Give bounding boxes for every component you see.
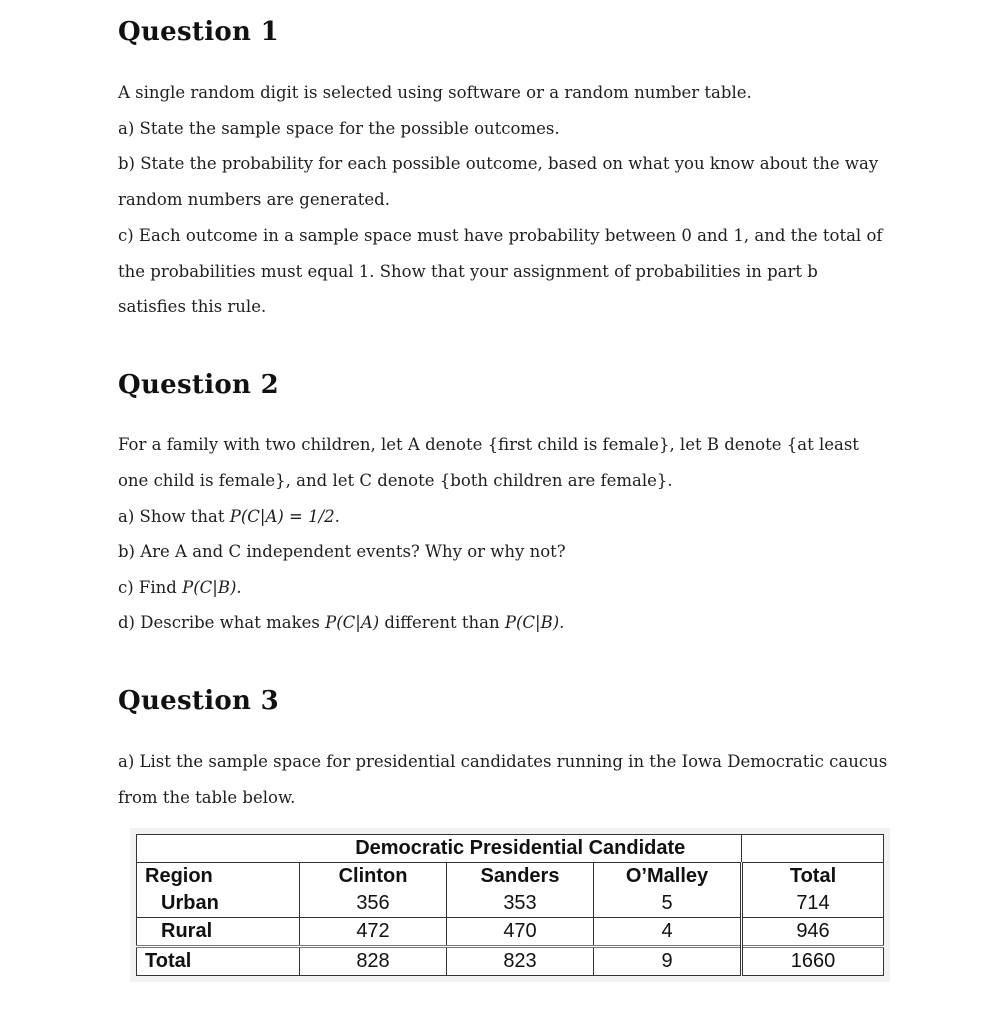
row-label-rural: Rural (137, 918, 300, 947)
question-2-part-b: b) Are A and C independent events? Why or why not? (118, 542, 566, 561)
table-column-header-row (137, 863, 884, 891)
cell-urban-total: 714 (742, 890, 884, 918)
part-c-math: P(C|B). (182, 578, 242, 597)
cell-total-sanders: 823 (447, 947, 594, 976)
row-label-urban: Urban (137, 890, 300, 918)
question-2-part-d (118, 605, 888, 641)
row-label-total: Total (137, 947, 300, 976)
question-1-part-a: a) State the sample space for the possible outcomes. (118, 119, 560, 138)
candidate-group-header: Democratic Presidential Candidate (300, 835, 742, 863)
cell-rural-total: 946 (742, 918, 884, 947)
part-a-text: a) Show that (118, 507, 230, 526)
part-c-text: c) Find (118, 578, 183, 597)
column-header-clinton: Clinton (300, 863, 447, 891)
cell-rural-sanders: 470 (447, 918, 594, 947)
cell-grand-total: 1660 (742, 947, 884, 976)
column-header-sanders: Sanders (447, 863, 594, 891)
table-total-row (137, 947, 884, 976)
question-2-part-a (118, 499, 888, 535)
cell-rural-clinton: 472 (300, 918, 447, 947)
part-d-text: d) Describe what makes (118, 613, 326, 632)
cell-rural-omalley: 4 (594, 918, 742, 947)
table-group-header-row (137, 835, 884, 863)
table-row (137, 918, 884, 947)
part-d-math-1: P(C|A) (325, 613, 380, 632)
question-3-heading: Question 3 (118, 686, 280, 716)
question-1-part-c: c) Each outcome in a sample space must have probability between 0 and 1, and the total of the probabilities must equal 1. Show that your assignment of probabilities in part b satisfies this rule. (118, 226, 883, 316)
question-1-heading: Question 1 (118, 17, 280, 47)
question-2-part-c (118, 570, 888, 606)
question-1-part-b: b) State the probability for each possible outcome, based on what you know about the way random numbers are generated. (118, 154, 879, 209)
table-row (137, 890, 884, 918)
cell-urban-clinton: 356 (300, 890, 447, 918)
part-d-mid: different than (379, 613, 505, 632)
table-total-corner-cell (742, 835, 884, 863)
column-header-total: Total (742, 863, 884, 891)
part-a-math: P(C|A) = 1/2. (229, 507, 340, 526)
cell-total-omalley: 9 (594, 947, 742, 976)
cell-urban-sanders: 353 (447, 890, 594, 918)
cell-urban-omalley: 5 (594, 890, 742, 918)
column-header-region: Region (137, 863, 300, 891)
question-2-heading: Question 2 (118, 370, 280, 400)
caucus-results-table (136, 834, 884, 976)
part-d-math-2: P(C|B). (504, 613, 565, 632)
question-3-part-a: a) List the sample space for presidential candidates running in the Iowa Democratic caucus from the table below. (118, 752, 888, 807)
question-1-intro: A single random digit is selected using software or a random number table. (118, 83, 752, 102)
cell-total-clinton: 828 (300, 947, 447, 976)
question-2-intro: For a family with two children, let A denote {first child is female}, let B denote {at least one child is female}, and let C denote {both children are female}. (118, 435, 859, 490)
table-corner-cell (137, 835, 300, 863)
column-header-omalley: O’Malley (594, 863, 742, 891)
